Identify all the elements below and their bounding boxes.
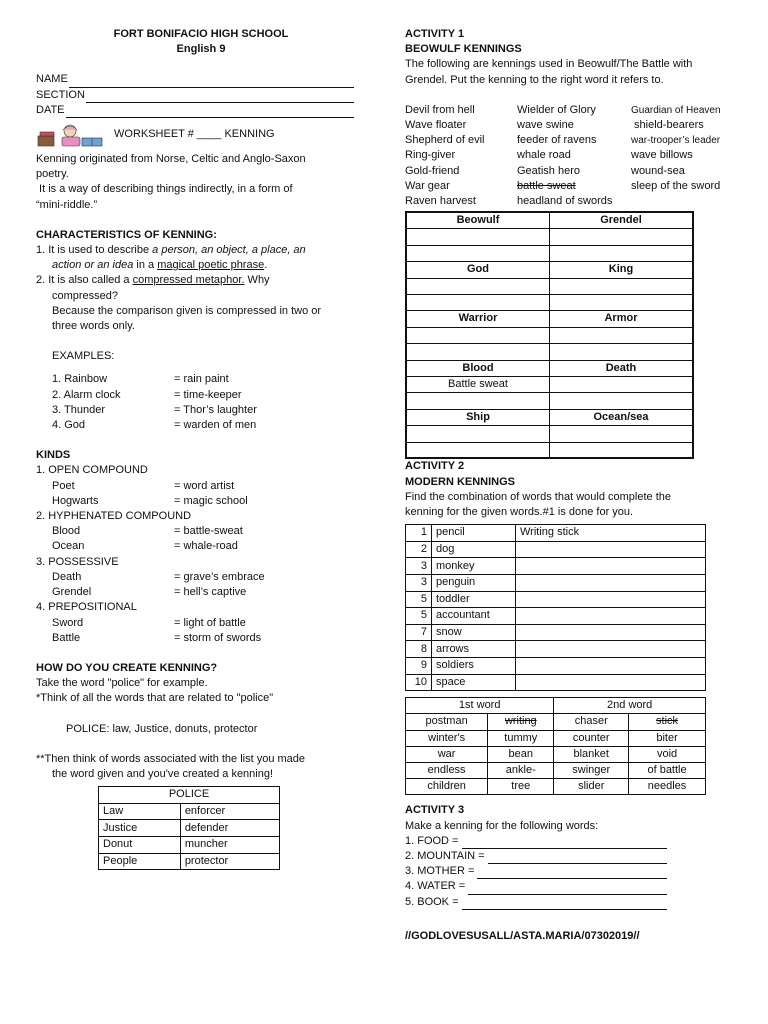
table-row: 1st word 2nd word	[406, 698, 706, 714]
activity2-title: ACTIVITY 2	[405, 460, 465, 473]
list-item: 3. Thunder = Thor’s laughter	[52, 403, 257, 416]
kenning-word-bank	[405, 103, 745, 209]
activity1-subtitle: BEOWULF KENNINGS	[405, 43, 522, 56]
table-row[interactable]	[406, 245, 693, 261]
table-row: 1 pencil Writing stick	[406, 525, 706, 542]
list-item: Poet = word artist	[52, 479, 235, 492]
list-item: Gold-friend Geatish hero wound-sea	[405, 164, 685, 177]
activity2-subtitle: MODERN KENNINGS	[405, 475, 516, 488]
table-row: war bean blanket void	[406, 746, 706, 762]
table-row: 5 accountant	[406, 608, 706, 625]
intro-line-3: It is a way of describing things indirectly, in a form of	[36, 183, 293, 196]
table-row: 7 snow	[406, 624, 706, 641]
author-signature: //GODLOVESUSALL/ASTA.MARIA/07302019//	[405, 929, 640, 942]
table-row[interactable]	[406, 344, 693, 360]
table-row: Justice defender	[99, 820, 280, 837]
subject-title: English 9	[176, 43, 226, 56]
list-item: Wave floater wave swine shield-bearers	[405, 119, 704, 132]
characteristics-heading: CHARACTERISTICS OF KENNING:	[36, 228, 217, 241]
table-row: 9 soldiers	[406, 657, 706, 674]
table-row: endless ankle- swinger of battle	[406, 762, 706, 778]
list-item: 1. Rainbow = rain paint	[52, 373, 229, 386]
police-table: POLICE Law enforcer Justice defender Donut muncher People protector	[98, 786, 280, 870]
name-field[interactable]: NAME	[36, 72, 354, 87]
table-row: winter's tummy counter biter	[406, 730, 706, 746]
howto-heading: HOW DO YOU CREATE KENNING?	[36, 661, 218, 674]
table-row: 3 penguin	[406, 575, 706, 592]
beowulf-kenning-grid	[405, 211, 694, 459]
list-item: Devil from hell Wielder of Glory Guardian of Heaven	[405, 103, 721, 116]
police-associations: POLICE: law, Justice, donuts, protector	[66, 722, 258, 735]
list-item: Death = grave’s embrace	[52, 570, 265, 583]
list-item: Hogwarts = magic school	[52, 494, 248, 507]
table-row[interactable]: Battle sweat	[406, 376, 693, 392]
table-row[interactable]	[406, 278, 693, 294]
activity1-title: ACTIVITY 1	[405, 28, 465, 40]
table-row: 2 dog	[406, 541, 706, 558]
table-row: 5 toddler	[406, 591, 706, 608]
answer-field-mountain[interactable]: 2. MOUNTAIN =	[405, 849, 667, 864]
list-item: Blood = battle-sweat	[52, 525, 243, 538]
school-name: FORT BONIFACIO HIGH SCHOOL	[113, 28, 289, 40]
table-row: children tree slider needles	[406, 779, 706, 795]
list-item: 4. God = warden of men	[52, 419, 257, 432]
table-row: 3 monkey	[406, 558, 706, 575]
table-row[interactable]	[406, 393, 693, 409]
intro-line-2: poetry.	[36, 168, 69, 181]
activity3-title: ACTIVITY 3	[405, 804, 465, 817]
answer-field-water[interactable]: 4. WATER =	[405, 879, 667, 894]
table-row: 10 space	[406, 674, 706, 691]
modern-kennings-table	[405, 524, 706, 691]
table-row: Donut muncher	[99, 836, 280, 853]
answer-field-book[interactable]: 5. BOOK =	[405, 895, 667, 910]
list-item: War gear battle sweat sleep of the sword	[405, 179, 721, 192]
table-row: Warrior Armor	[406, 311, 693, 327]
table-row[interactable]	[406, 426, 693, 442]
left-column: FORT BONIFACIO HIGH SCHOOL English 9 NAME SECTION DATE WORKSHEET # ____ KENNING Kenning originated from Norse, Celtic and Anglo-Saxon poetry. It is a way of describing things indirectly, in a form of “mini-riddle.” CHARACTERISTICS OF KENNING: 1. It is used to describe a person, an object, a place, an action or an idea in a magical poetic phrase. 2. It is also called a compressed metaphor. Why compressed? Because the comparison given is compressed in two or three words only. EXAMPLES: 1. Rainbow = rain paint 2. Alarm clock = time-keeper 3. Thunder = Thor’s laughter 4. God = warden of men KINDS 1. OPEN COMPOUND Poet = word artist Hogwarts = magic school 2. HYPHENATED COMPOUND Blood = battle-sweat Ocean = whale-road 3. POSSESSIVE Death = grave’s embrace Grendel = hell’s captive 4. PREPOSITIONAL Sword = light of battle Battle = storm of swords HOW DO YOU CREATE KENNING? Take the word "police" for example. *Think of all the words that are related to "police" POLICE: law, Justice, donuts, protector **Then think of words associated with the list you made the word given and you've created a kenning! POLICE Law enforcer Justice defender Donut muncher People protector	[36, 27, 366, 870]
table-row: postman writing chaser stick	[406, 714, 706, 730]
date-field[interactable]: DATE	[36, 103, 354, 118]
examples-list	[36, 372, 366, 433]
student-reading-icon	[36, 122, 106, 148]
word-choices-table	[405, 697, 706, 795]
table-row[interactable]	[406, 295, 693, 311]
worksheet-header	[36, 122, 366, 148]
section-field[interactable]: SECTION	[36, 88, 354, 103]
table-row: Beowulf Grendel	[406, 212, 693, 229]
table-row[interactable]	[406, 442, 693, 458]
answer-field-food[interactable]: 1. FOOD =	[405, 834, 667, 849]
list-item: 2. Alarm clock = time-keeper	[52, 388, 242, 401]
intro-line-1: Kenning originated from Norse, Celtic and Anglo-Saxon	[36, 153, 306, 166]
examples-heading: EXAMPLES:	[52, 350, 115, 363]
table-row[interactable]	[406, 229, 693, 245]
characteristic-1: 1. It is used to describe a person, an object, a place, an	[36, 244, 306, 257]
table-row[interactable]	[406, 327, 693, 343]
list-item: Sword = light of battle	[52, 616, 246, 629]
worksheet-label: WORKSHEET # ____ KENNING	[114, 128, 275, 141]
characteristic-2: 2. It is also called a compressed metaphor. Why	[36, 274, 270, 287]
list-item: Grendel = hell’s captive	[52, 586, 247, 599]
table-row: People protector	[99, 853, 280, 870]
table-row: 8 arrows	[406, 641, 706, 658]
list-item: Raven harvest headland of swords	[405, 195, 613, 208]
table-row: Law enforcer	[99, 803, 280, 820]
kinds-heading: KINDS	[36, 449, 71, 462]
intro-line-4: “mini-riddle.”	[36, 198, 98, 211]
table-row: God King	[406, 262, 693, 278]
list-item: Battle = storm of swords	[52, 631, 262, 644]
list-item: Ocean = whale-road	[52, 540, 238, 553]
table-row: Ship Ocean/sea	[406, 409, 693, 425]
list-item: Ring-giver whale road wave billows	[405, 149, 693, 162]
list-item: Shepherd of evil feeder of ravens war-trooper’s leader	[405, 134, 721, 147]
table-row: Blood Death	[406, 360, 693, 376]
right-column: ACTIVITY 1 BEOWULF KENNINGS The following are kennings used in Beowulf/The Battle with Grendel. Put the kenning to the right word it refers to. Devil from hell Wielder of Glory Guardian of Heaven Wave floater wave swine shield-bearers Shepherd of evil feeder of ravens war-trooper’s leader Ring-giver whale road wave billows Gold-friend Geatish hero wound-sea War gear battle sweat sleep of the sword Raven harvest headland of swords Beowulf Grendel God King Warrior Armor Blood Death Battle sweat Ship Ocean/sea ACTIVITY 2 MODERN KENNINGS Find the combination of words that would complete the kenning for the given words.#1 is done for you. 1 pencil Writing stick 2 dog 3 monkey 3 penguin 5 toddler 5 accountant 7 snow 8 arrows 9 soldiers 10 space 1st word 2nd word postman writing chaser stick winter's tummy counter biter war bean blanket void endless ankle- swinger of battle children tree slider needles ACTIVITY 3 Make a kenning for the following words: 1. FOOD = 2. MOUNTAIN = 3. MOTHER = 4. WATER = 5. BOOK = //GODLOVESUSALL/ASTA.MARIA/07302019//	[405, 27, 745, 944]
kinds-list: 1. OPEN COMPOUND Poet = word artist Hogwarts = magic school 2. HYPHENATED COMPOUND Blood = battle-sweat Ocean = whale-road 3. POSSESSIVE Death = grave’s embrace Grendel = hell’s captive 4. PREPOSITIONAL Sword = light of battle Battle = storm of swords	[36, 463, 366, 645]
answer-field-mother[interactable]: 3. MOTHER =	[405, 864, 667, 879]
